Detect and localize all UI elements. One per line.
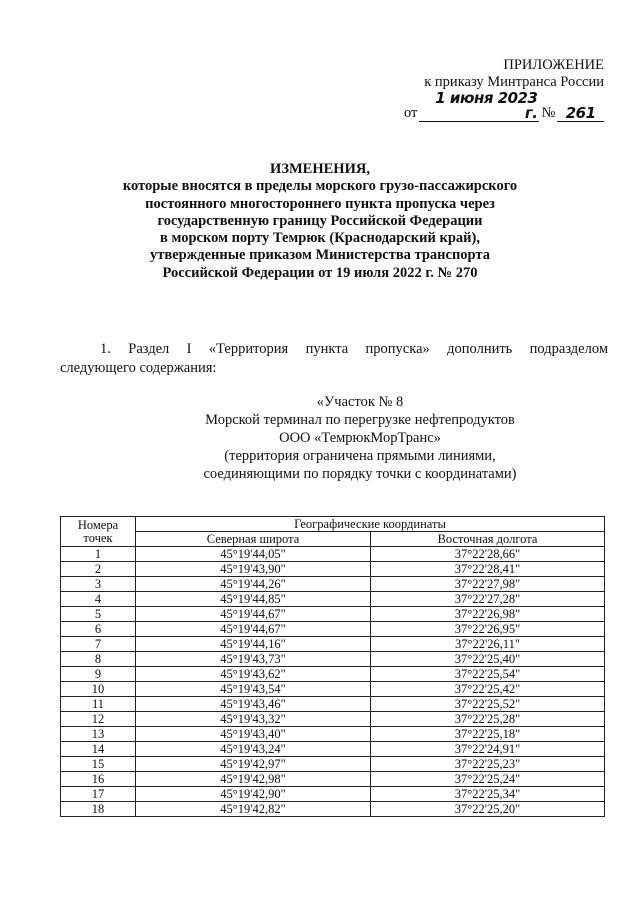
latitude-cell: 45°19'43,54" <box>136 682 371 697</box>
title-line: утвержденные приказом Министерства транспорта <box>150 247 490 264</box>
section-line: ООО «ТемрюкМорТранс» <box>279 430 441 446</box>
section-line: Морской терминал по перегрузке нефтепродуктов <box>205 412 515 428</box>
latitude-cell: 45°19'43,62" <box>136 667 371 682</box>
table-row <box>61 547 605 562</box>
title-line: в морском порту Темрюк (Краснодарский край), <box>160 230 480 247</box>
point-number-cell: 10 <box>61 682 136 697</box>
latitude-cell: 45°19'44,05" <box>136 547 371 562</box>
amendment-paragraph <box>60 340 608 378</box>
longitude-cell: 37°22'28,41" <box>371 562 605 577</box>
section-line: «Участок № 8 <box>316 394 404 410</box>
longitude-cell: 37°22'27,28" <box>371 592 605 607</box>
latitude-cell: 45°19'44,16" <box>136 637 371 652</box>
longitude-cell: 37°22'28,66" <box>371 547 605 562</box>
geo-coordinates-header: Географические координаты <box>136 517 605 532</box>
title-line: постоянного многостороннего пункта пропуска через <box>145 195 495 212</box>
title-line: которые вносятся в пределы морского грузо-пассажирского <box>122 178 518 195</box>
document-title <box>60 161 580 282</box>
latitude-cell: 45°19'42,82" <box>136 802 371 817</box>
point-number-cell: 4 <box>61 592 136 607</box>
table-row <box>61 622 605 637</box>
table-row <box>61 607 605 622</box>
point-number-cell: 2 <box>61 562 136 577</box>
longitude-cell: 37°22'26,95" <box>371 622 605 637</box>
latitude-cell: 45°19'44,85" <box>136 592 371 607</box>
handwritten-number: 261 <box>557 106 604 122</box>
point-header-line-1: Номера <box>77 517 119 532</box>
table-row <box>61 667 605 682</box>
longitude-cell: 37°22'25,20" <box>371 802 605 817</box>
table-row <box>61 577 605 592</box>
longitude-cell: 37°22'25,54" <box>371 667 605 682</box>
latitude-cell: 45°19'44,67" <box>136 607 371 622</box>
table-row <box>61 682 605 697</box>
longitude-cell: 37°22'25,34" <box>371 787 605 802</box>
latitude-cell: 45°19'42,98" <box>136 772 371 787</box>
table-row <box>61 652 605 667</box>
title-line: Российской Федерации от 19 июля 2022 г. № 270 <box>162 264 478 281</box>
point-number-header <box>61 517 136 547</box>
point-number-cell: 5 <box>61 607 136 622</box>
number-label: № <box>541 105 556 121</box>
longitude-cell: 37°22'26,98" <box>371 607 605 622</box>
latitude-cell: 45°19'44,26" <box>136 577 371 592</box>
longitude-cell: 37°22'25,52" <box>371 697 605 712</box>
section-heading <box>150 393 570 483</box>
title-heading: ИЗМЕНЕНИЯ, <box>270 161 370 177</box>
table-row <box>61 637 605 652</box>
section-line: соединяющими по порядку точки с координатами) <box>203 466 517 482</box>
table-row <box>61 727 605 742</box>
title-line: государственную границу Российской Федерации <box>157 212 483 229</box>
point-number-cell: 17 <box>61 787 136 802</box>
table-row <box>61 562 605 577</box>
longitude-cell: 37°22'25,42" <box>371 682 605 697</box>
latitude-cell: 45°19'42,97" <box>136 757 371 772</box>
coordinates-body <box>61 547 605 817</box>
handwritten-date: 1 июня 2023 г. <box>419 91 539 122</box>
latitude-cell: 45°19'43,90" <box>136 562 371 577</box>
appendix-date-line <box>404 91 604 122</box>
latitude-cell: 45°19'43,40" <box>136 727 371 742</box>
point-number-cell: 9 <box>61 667 136 682</box>
point-number-cell: 16 <box>61 772 136 787</box>
section-line: (территория ограничена прямыми линиями, <box>224 448 496 464</box>
table-row <box>61 742 605 757</box>
point-number-cell: 15 <box>61 757 136 772</box>
table-row <box>61 787 605 802</box>
longitude-cell: 37°22'25,18" <box>371 727 605 742</box>
longitude-cell: 37°22'25,40" <box>371 652 605 667</box>
latitude-cell: 45°19'44,67" <box>136 622 371 637</box>
longitude-cell: 37°22'25,28" <box>371 712 605 727</box>
point-number-cell: 1 <box>61 547 136 562</box>
longitude-cell: 37°22'26,11" <box>371 637 605 652</box>
paragraph-line-2: следующего содержания: <box>60 360 217 376</box>
latitude-cell: 45°19'43,24" <box>136 742 371 757</box>
table-row <box>61 772 605 787</box>
point-number-cell: 8 <box>61 652 136 667</box>
point-number-cell: 18 <box>61 802 136 817</box>
longitude-cell: 37°22'24,91" <box>371 742 605 757</box>
latitude-cell: 45°19'43,46" <box>136 697 371 712</box>
point-number-cell: 6 <box>61 622 136 637</box>
point-number-cell: 7 <box>61 637 136 652</box>
latitude-cell: 45°19'43,32" <box>136 712 371 727</box>
latitude-cell: 45°19'42,90" <box>136 787 371 802</box>
point-number-cell: 13 <box>61 727 136 742</box>
point-header-line-2: точек <box>83 530 113 545</box>
point-number-cell: 11 <box>61 697 136 712</box>
appendix-label: ПРИЛОЖЕНИЕ <box>503 57 604 73</box>
point-number-cell: 12 <box>61 712 136 727</box>
from-label: от <box>404 105 418 121</box>
table-row <box>61 757 605 772</box>
table-row <box>61 592 605 607</box>
point-number-cell: 14 <box>61 742 136 757</box>
appendix-block <box>404 57 604 122</box>
latitude-cell: 45°19'43,73" <box>136 652 371 667</box>
longitude-cell: 37°22'25,24" <box>371 772 605 787</box>
table-row <box>61 697 605 712</box>
appendix-order-ref: к приказу Минтранса России <box>424 74 604 90</box>
paragraph-line-1: 1. Раздел I «Территория пункта пропуска» дополнить подразделом <box>100 341 608 357</box>
table-row <box>61 802 605 817</box>
longitude-header: Восточная долгота <box>371 532 605 547</box>
coordinates-table <box>60 516 605 817</box>
longitude-cell: 37°22'25,23" <box>371 757 605 772</box>
point-number-cell: 3 <box>61 577 136 592</box>
table-row <box>61 712 605 727</box>
longitude-cell: 37°22'27,98" <box>371 577 605 592</box>
latitude-header: Северная широта <box>136 532 371 547</box>
